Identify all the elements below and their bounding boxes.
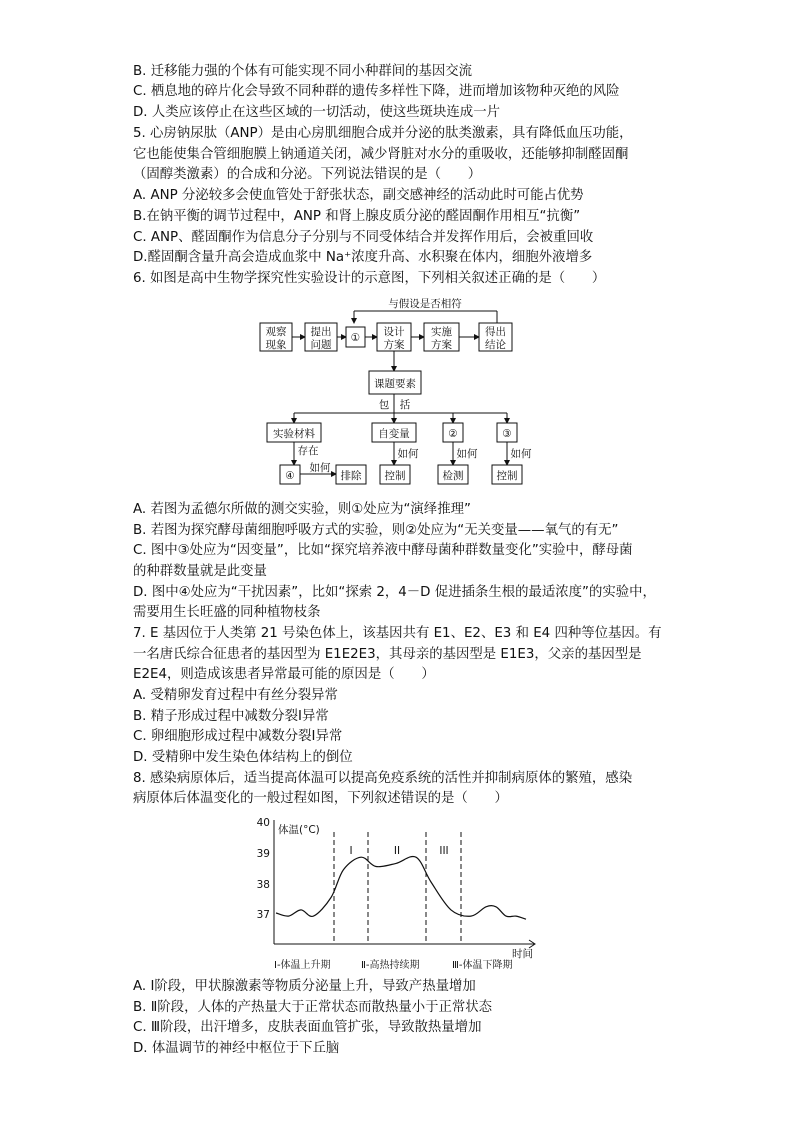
option-5b: B.在钠平衡的调节过程中，ANP 和肾上腺皮质分泌的醛固酮作用相互“抗衡”	[133, 209, 581, 224]
option-7c: C. 卵细胞形成过程中减数分裂Ⅰ异常	[133, 729, 343, 744]
question-6-stem: 6. 如图是高中生物学探究性实验设计的示意图，下列相关叙述正确的是（ ）	[133, 271, 606, 286]
materials-label: 实验材料	[273, 428, 315, 440]
phase-label-1: I	[349, 845, 353, 857]
phase-label-2: II	[393, 845, 401, 857]
x-axis-label: 时间	[512, 948, 533, 960]
ask-l1: 提出	[310, 326, 332, 338]
design-l1: 设计	[383, 326, 405, 338]
legend-phase-3: Ⅲ-体温下降期	[452, 960, 513, 971]
how-label-4: 如何	[510, 448, 532, 460]
question-8-stem: 8. 感染病原体后，适当提高体温可以提高免疫系统的活性并抑制病原体的繁殖，感染	[133, 771, 633, 786]
observe-l1: 观察	[265, 326, 287, 338]
implement-l1: 实施	[431, 326, 452, 338]
mark3-label: ③	[502, 428, 512, 440]
question-7-stem: E2E4，则造成该患者异常最可能的原因是（ ）	[133, 667, 435, 682]
design-l2: 方案	[383, 339, 405, 351]
question-5-stem: 5. 心房钠尿肽（ANP）是由心房肌细胞合成并分泌的肽类激素，具有降低血压功能，	[133, 126, 633, 141]
legend-phase-1: Ⅰ-体温上升期	[274, 960, 331, 971]
option-6b: B. 若图为探究酵母菌细胞呼吸方式的实验，则②处应为“无关变量——氧气的有无”	[133, 523, 619, 538]
option-8d: D. 体温调节的神经中枢位于下丘脑	[133, 1041, 340, 1056]
include-l1: 包	[378, 399, 390, 411]
y-tick-38: 38	[256, 879, 270, 891]
option-5a: A. ANP 分泌较多会使血管处于舒张状态，副交感神经的活动此时可能占优势	[133, 188, 584, 203]
y-axis-label: 体温(°C)	[278, 824, 320, 836]
conclude-l2: 结论	[485, 339, 506, 351]
how-label-1: 如何	[309, 462, 331, 474]
mark2-label: ②	[448, 428, 458, 440]
option-4c: C. 栖息地的碎片化会导致不同种群的遗传多样性下降，进而增加该物种灭绝的风险	[133, 84, 620, 99]
mark1-label: ①	[350, 332, 361, 344]
how-label-3: 如何	[456, 448, 478, 460]
implement-l2: 方案	[431, 339, 452, 351]
option-6c: C. 图中③处应为“因变量”，比如“探究培养液中酵母菌种群数量变化”实验中，酵母菌	[133, 543, 633, 558]
option-5c: C. ANP、醛固酮作为信息分子分别与不同受体结合并发挥作用后，会被重回收	[133, 230, 594, 245]
option-5d: D.醛固酮含量升高会造成血浆中 Na⁺浓度升高、水积聚在体内，细胞外液增多	[133, 250, 593, 265]
option-7b: B. 精子形成过程中减数分裂Ⅰ异常	[133, 709, 329, 724]
mark4-label: ④	[285, 470, 295, 482]
option-6c: 的种群数量就是此变量	[133, 564, 267, 579]
option-7a: A. 受精卵发育过程中有丝分裂异常	[133, 688, 338, 703]
question-7-stem: 7. E 基因位于人类第 21 号染色体上，该基因共有 E1、E2、E3 和 E4 四种等位基因。有	[133, 626, 662, 641]
option-6a: A. 若图为孟德尔所做的测交实验，则①处应为“演绎推理”	[133, 502, 471, 517]
how-label-2: 如何	[397, 448, 419, 460]
question-7-stem: 一名唐氏综合征患者的基因型为 E1E2E3，其母亲的基因型是 E1E3，父亲的基因型是	[133, 647, 642, 662]
topic-label: 课题要素	[374, 378, 416, 390]
experiment-design-flowchart	[255, 293, 545, 493]
option-6d: 需要用生长旺盛的同种植物枝条	[133, 605, 321, 620]
observe-l2: 现象	[265, 339, 287, 351]
option-7d: D. 受精卵中发生染色体结构上的倒位	[133, 750, 353, 765]
include-l2: 括	[399, 399, 411, 411]
phase-label-3: III	[439, 845, 449, 857]
detect-label: 检测	[442, 470, 464, 482]
body-temperature-chart	[250, 814, 550, 974]
ask-l2: 问题	[310, 339, 332, 351]
y-tick-40: 40	[256, 817, 270, 829]
y-tick-37: 37	[256, 909, 270, 921]
legend-phase-2: Ⅱ-高热持续期	[361, 960, 420, 971]
option-8a: A. Ⅰ阶段，甲状腺激素等物质分泌量上升，导致产热量增加	[133, 979, 476, 994]
question-5-stem: （固醇类激素）的合成和分泌。下列说法错误的是（ ）	[133, 167, 482, 182]
indep-label: 自变量	[378, 428, 410, 440]
control-label-2: 控制	[496, 470, 518, 482]
question-8-stem: 病原体后体温变化的一般过程如图，下列叙述错误的是（ ）	[133, 791, 508, 806]
option-8b: B. Ⅱ阶段，人体的产热量大于正常状态而散热量小于正常状态	[133, 1000, 493, 1015]
option-6d: D. 图中④处应为“干扰因素”，比如“探索 2，4－D 促进插条生根的最适浓度”的实验中，	[133, 585, 656, 600]
question-5-stem: 它也能使集合管细胞膜上钠通道关闭，减少肾脏对水分的重吸收，还能够抑制醛固酮	[133, 147, 629, 162]
temperature-series-line	[276, 856, 526, 919]
conclude-l1: 得出	[485, 326, 506, 338]
option-4d: D. 人类应该停止在这些区域的一切活动，使这些斑块连成一片	[133, 105, 500, 120]
y-tick-39: 39	[256, 848, 270, 860]
option-4b: B. 迁移能力强的个体有可能实现不同小种群间的基因交流	[133, 64, 473, 79]
exclude-label: 排除	[340, 470, 362, 482]
feedback-label: 与假设是否相符	[388, 298, 462, 310]
exist-label: 存在	[297, 445, 319, 457]
control-label-1: 控制	[384, 470, 406, 482]
option-8c: C. Ⅲ阶段，出汗增多，皮肤表面血管扩张，导致散热量增加	[133, 1020, 482, 1035]
